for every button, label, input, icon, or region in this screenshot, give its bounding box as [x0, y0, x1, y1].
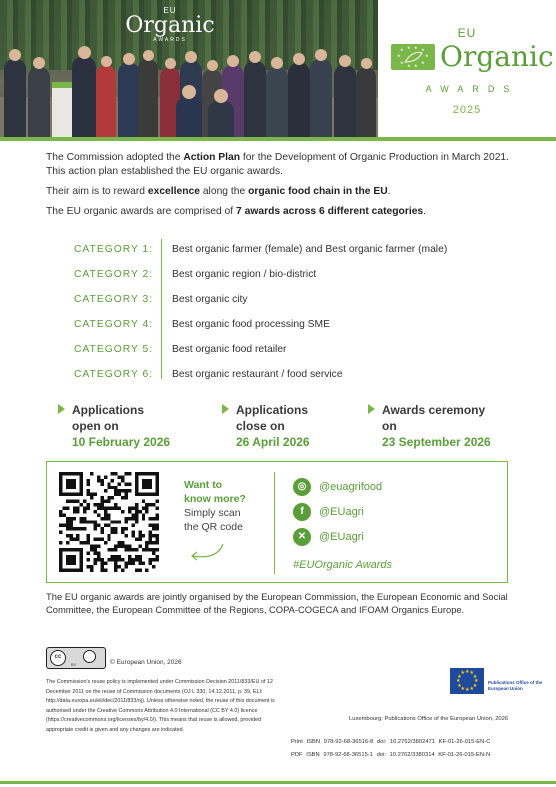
category-value: Best organic restaurant / food service: [172, 369, 343, 380]
facebook-icon: f: [293, 503, 311, 521]
category-value: Best organic food processing SME: [172, 319, 330, 330]
svg-text:★: ★: [400, 47, 404, 52]
arrow-left-icon: [187, 542, 227, 564]
person: [176, 97, 202, 137]
star-icon: ★: [465, 687, 470, 693]
isbn-pdf: PDF ISBN 978-92-68-36515-1 doi: 10.2762/3380314 KF-01-26-015-EN-N: [291, 752, 491, 758]
person-head: [249, 51, 261, 63]
category-value: Best organic food retailer: [172, 344, 287, 355]
person-head: [123, 53, 135, 65]
person: [4, 59, 26, 137]
header: [0, 0, 556, 137]
eu-flag-icon: [450, 668, 484, 694]
category-value: Best organic region / bio-district: [172, 269, 317, 280]
person-head: [207, 60, 218, 71]
date-applications-close: Applications close on 26 April 2026: [236, 402, 310, 450]
star-icon: ★: [472, 682, 478, 689]
category-key: CATEGORY 5:: [74, 344, 154, 355]
category-item: [74, 337, 534, 362]
svg-text:★: ★: [425, 53, 429, 58]
intro-paragraph-1: The Commission adopted the Action Plan for the Development of Organic Production in March 2021. This action plan established the EU organic awards.: [46, 152, 510, 177]
instagram-link[interactable]: ◎ @euagrifood: [293, 474, 382, 499]
person: [208, 101, 234, 137]
arrow-icon: [368, 404, 375, 414]
svg-text:★: ★: [407, 45, 411, 50]
category-key: CATEGORY 6:: [74, 369, 154, 380]
svg-text:★: ★: [421, 60, 425, 65]
brand-eu: EU: [457, 26, 477, 40]
intro-paragraph-2: Their aim is to reward excellence along the organic food chain in the EU.: [46, 186, 391, 197]
photo-logo-awards: AWARDS: [153, 37, 187, 43]
person: [310, 59, 332, 137]
person-head: [361, 58, 372, 69]
qr-code[interactable]: [59, 472, 159, 572]
brand-organic: Organic: [440, 40, 554, 73]
brand-year: 2025: [452, 104, 482, 116]
star-icon: ★: [456, 678, 461, 684]
category-key: CATEGORY 4:: [74, 319, 154, 330]
photo-backdrop-logo: [120, 6, 220, 43]
person-head: [101, 56, 112, 67]
photo-logo-organic: Organic: [125, 13, 215, 38]
intro-paragraph-3: The EU organic awards are comprised of 7 awards across 6 different categories.: [46, 206, 427, 217]
date-awards-ceremony: Awards ceremony on 23 September 2026: [382, 402, 491, 450]
person: [334, 65, 356, 137]
bottom-divider: [0, 781, 556, 784]
award-group-photo: [0, 0, 378, 137]
person: [96, 65, 116, 137]
person: [244, 61, 266, 137]
date-applications-open: Applications open on 10 February 2026: [72, 402, 170, 450]
star-icon: ★: [469, 670, 474, 677]
person: [28, 67, 50, 137]
person-head: [9, 49, 21, 61]
organic-leaf-icon: [391, 44, 435, 70]
know-more: Want to know more? Simply scan the QR code: [184, 479, 246, 533]
person-head: [271, 57, 283, 69]
category-value: Best organic city: [172, 294, 248, 305]
category-item: [74, 312, 534, 337]
publisher-line: Luxembourg: Publications Office of the European Union, 2026: [349, 716, 509, 722]
svg-text:★: ★: [421, 47, 425, 52]
star-icon: ★: [457, 673, 462, 680]
person-head: [315, 49, 327, 61]
person: [118, 63, 140, 137]
person-head: [182, 85, 196, 99]
person-head: [78, 46, 91, 59]
facebook-link[interactable]: f @EUagri: [293, 499, 382, 524]
category-divider: [161, 239, 162, 379]
x-icon: ✕: [293, 528, 311, 546]
copyright: © European Union, 2026: [110, 659, 182, 666]
instagram-icon: ◎: [293, 478, 311, 496]
category-item: [74, 362, 534, 387]
svg-text:★: ★: [407, 63, 411, 68]
photo-logo-eu: EU: [163, 6, 177, 15]
person-head: [33, 57, 45, 69]
social-links: [293, 474, 382, 549]
person-head: [165, 58, 176, 69]
person-head: [214, 89, 228, 103]
person-head: [293, 53, 305, 65]
publications-office-logo: ★ ★ ★ ★ ★ ★ ★ ★ ★ ★ ★ ★ Publications Office of the European Union: [450, 668, 484, 694]
arrow-icon: [58, 404, 65, 414]
category-item: [74, 237, 534, 262]
category-value: Best organic farmer (female) and Best organic farmer (male): [172, 244, 448, 255]
x-link[interactable]: ✕ @EUagri: [293, 524, 382, 549]
person: [266, 67, 288, 137]
person: [72, 57, 96, 137]
isbn-print: Print ISBN 978-92-68-36516-8 doi: 10.2762/3802471 KF-01-26-015-EN-C: [291, 739, 491, 745]
star-icon: ★: [474, 678, 479, 684]
person-head: [143, 50, 154, 61]
intro-text: [46, 151, 514, 225]
star-icon: ★: [469, 685, 474, 692]
category-item: [74, 287, 534, 312]
svg-text:★: ★: [397, 53, 401, 58]
contact-box: [46, 461, 508, 583]
category-item: [74, 262, 534, 287]
person: [356, 67, 376, 137]
category-key: CATEGORY 2:: [74, 269, 154, 280]
person-head: [339, 55, 351, 67]
person: [138, 59, 158, 137]
hashtag: #EUOrganic Awards: [293, 559, 393, 571]
arrow-icon: [222, 404, 229, 414]
person-head: [185, 51, 197, 63]
box-divider: [274, 472, 275, 574]
star-icon: ★: [465, 669, 470, 675]
cc-by-license-icon: cc BY: [46, 647, 106, 669]
svg-text:★: ★: [414, 45, 418, 50]
person: [288, 63, 310, 137]
star-icon: ★: [472, 673, 478, 680]
category-key: CATEGORY 3:: [74, 294, 154, 305]
brand-awards: AWARDS: [425, 84, 519, 94]
svg-text:★: ★: [400, 60, 404, 65]
header-divider: [0, 137, 556, 141]
star-icon: ★: [460, 685, 465, 692]
star-icon: ★: [457, 682, 462, 689]
eu-organic-awards-logo: [378, 0, 556, 137]
legal-notice: The Commission's reuse policy is implemented under Commission Decision 2011/833/EU of 12 December 2011 on the reuse of Commission documents (OJ L 330, 14.12.2011, p. 39, ELI: http://data.europa.eu/eli/dec/2011/833/oj). Unless otherwise noted, the reuse of this document is authorised under the Creative Commons Attribution 4.0 International (CC BY 4.0) licence (https://creativecommons.org/licenses/by/4.0/). This means that reuse is allowed, provided appropriate credit is given and any changes are indicated.: [46, 679, 275, 733]
person-head: [227, 55, 239, 67]
star-icon: ★: [460, 670, 465, 677]
category-key: CATEGORY 1:: [74, 244, 154, 255]
category-list: [74, 237, 534, 387]
organisers-text: The EU organic awards are jointly organised by the European Commission, the European Economic and Social Committee, the European Committee of the Regions, COPA-COGECA and IFOAM Organics Europe.: [46, 591, 508, 615]
svg-text:★: ★: [414, 63, 418, 68]
